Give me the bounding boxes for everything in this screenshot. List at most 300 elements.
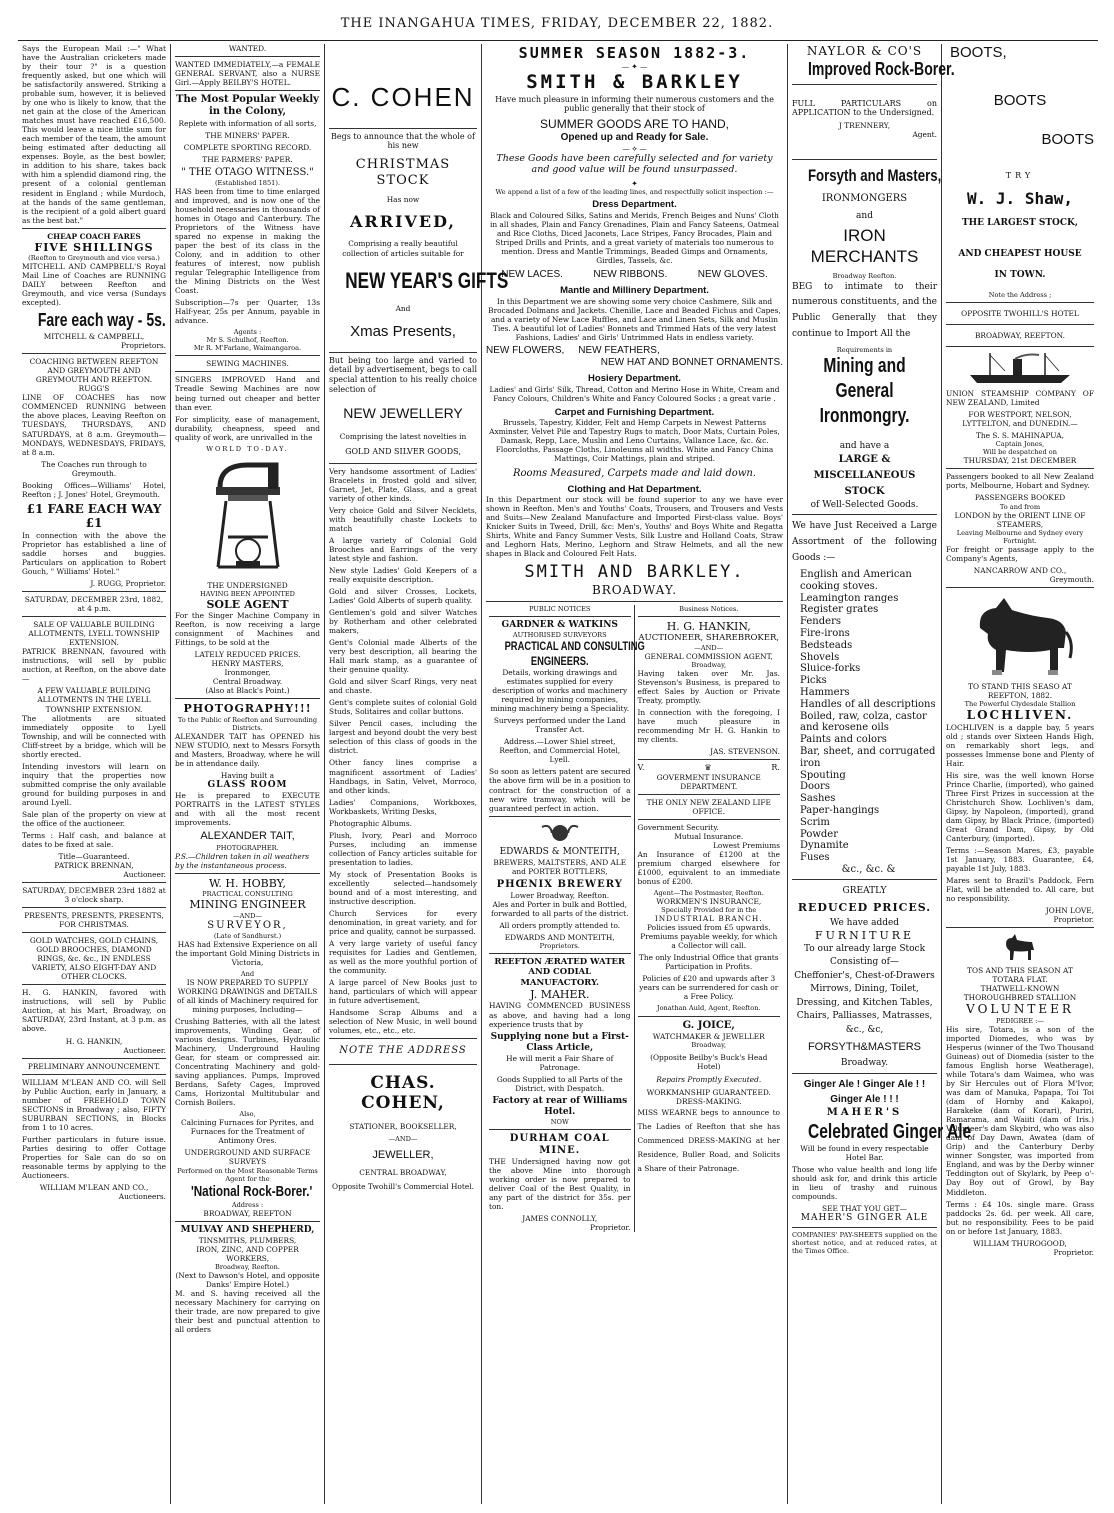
jewellery-item: Gentlemen's gold and silver Watches by Rotherham and other celebrated makers, [329,608,477,636]
jewellery-item: New style Ladies' Gold Keepers of a really exquisite description. [329,565,477,584]
furniture: FURNITURE [814,929,915,943]
lately-reduced: LATELY REDUCED PRICES. [194,650,301,660]
rugg-body: LINE OF COACHES has now COMMENCED RUNNING between the above places, Leaving Reefton on TUESDAYS, THURSDAYS, AND SATURDAYS, at 8 a.m. Greymouth— MONDAYS, WEDNESDAYS, FRIDAYS, at 8 a.m. [22,393,166,457]
totara-flat: TOTARA FLAT. [992,975,1048,985]
rugg-fare: £1 FARE EACH WAY £1 [26,501,162,531]
hosiery-dept: Hosiery Department. [588,373,681,385]
five-shillings: FIVE SHILLINGS [34,240,154,254]
xmas-presents: Xmas Presents, [350,323,456,341]
mulvay-address: Broadway, Reefton. [215,1262,280,1271]
gardner-address: Address.—Lower Shiel street, Reefton, and Commercial Hotel, Lyell. [499,737,621,765]
pedigree: PEDIGREE :— [996,1016,1044,1025]
engineers: ENGINEERS. [530,653,589,668]
presents-heading: PRESENTS, PRESENTS, PRESENTS, FOR CHRISTMAS. [24,911,164,930]
tos-season: TOS AND THIS SEASON AT [967,966,1073,976]
sale-heading: SALE OF VALUABLE BUILDING ALLOTMENTS, LYELL TOWNSHIP EXTENSION. [28,620,160,648]
well-selected: of Well-Selected Goods. [810,499,919,510]
list-item: Hammers [800,687,850,699]
workmens: WORKMEN'S INSURANCE, [656,897,762,907]
surveys: Surveys performed under the Land Transfer Act. [493,716,626,735]
column-4 [482,44,787,1504]
list-item: Paints and colors [800,734,887,746]
clothing-dept: Clothing and Hat Department. [567,483,702,495]
sewing-heading: SEWING MACHINES. [206,359,289,369]
nancarrow-place: Greymouth. [1049,574,1094,584]
leaving: Leaving Melbourne and Sydney every Fortnight. [956,528,1084,545]
list-item: Picks [800,675,827,687]
central-broadway: Central Broadway. [212,677,283,687]
arrived: ARRIVED, [350,211,456,231]
hobby-prepared: IS NOW PREPARED TO SUPPLY WORKING DRAWINGS and DETAILS of all kinds of Machinery required for mining purposes, Including— [177,977,318,1014]
central-broadway: CENTRAL BROADWAY, [359,1168,447,1178]
reduced-prices: REDUCED PRICES. [797,900,932,914]
maher-body: HAVING COMMENCED BUSINESS as above, and having had a long experience trusts that by [489,1001,631,1029]
photo-to: To the Public of Reefton and Surrounding Districts. [177,715,318,732]
jewellery-item: Gold and silver Crosses, Lockets, Ladies' Gold Alberts of superb quality. [329,586,477,605]
hankin-role: Auctioneer. [123,1045,166,1055]
list-item: Boiled, raw, colza, castor and kerosene oils [800,710,927,734]
boots-3: BOOTS [1041,130,1094,148]
industrial: INDUSTRIAL BRANCH. [654,914,763,924]
rooms-measured: Rooms Measured, Carpets made and laid down. [512,467,757,479]
london-orient: LONDON by the ORIENT LINE OF STEAMERS, [954,510,1086,529]
public-notices-label: PUBLIC NOTICES [529,604,591,613]
despatched: Will be despatched on [983,448,1057,457]
durham-coal: DURHAM COAL MINE. [509,1132,610,1156]
volunteer: VOLUNTEER [966,1002,1074,1017]
horse-icon [1000,932,1040,962]
having-built: Having built a [220,771,275,781]
brennan-title: Title—Guaranteed. [58,851,130,861]
hobby-body: HAS had Extensive Experience on all the important Gold Mining Districts in Victoria, [175,939,320,967]
list-item: Bedsteads [800,639,853,651]
security: Government Security. [637,822,719,832]
auctioneer-sharebroker: AUCTIONEER, SHAREBROKER, [638,633,780,644]
thursday: THURSDAY, 21st DECEMBER [963,456,1077,466]
govt-insurance: GOVERMENT INSURANCE DEPARTMENT. [656,772,761,791]
passengers: Passengers booked to all New Zealand ports, Melbourne, Hobart and Sydney. [946,472,1094,491]
list-item: &c., &c. & [841,863,896,875]
trennery: J TRENNERY, [838,121,891,131]
public-notices [486,604,645,1233]
list-item: Shovels [800,651,840,663]
so-soon: So soon as letters patent are secured the above firm will be in a position to contract for the construction of a new wire tramway, which will be guaranteed perfect in action. [489,767,631,813]
to-our: To our already large Stock Consisting of— [803,943,926,968]
full-particulars: FULL PARTICULARS on APPLICATION to the Undersigned. [792,98,937,118]
but-being: But being too large and varied to detail by advertisement, begs to call special attention to his really choice selection of [329,355,477,394]
chas-cohen: CHAS. COHEN, [361,1072,445,1114]
jewellery-item: Ladies' Companions, Workboxes, Workbaskets, Writing Desks, [329,797,477,816]
see-that: SEE THAT YOU GET— [822,1204,907,1214]
jewellery-item: Gent's Colonial made Alberts of the very best description, all bearing the Hall mark stamp, as a guarantee of their genuine quality. [329,638,477,675]
agent-entry: Mr R. M'Farlane, Waimangaroa. [193,344,302,353]
has-now: Has now [386,194,420,204]
hankin-body: H. G. HANKIN, favored with instructions, will sell by Public Auction, at his Mart, Broadway, on SATURDAY, 23rd Instant, at 3 p.m. as above. [22,988,166,1034]
jewellery-item: My stock of Presentation Books is excellently selected—handsomely bound and of a most interesting, and instructive description. [329,869,477,906]
to-stand: TO STAND THIS SEASO AT [968,681,1072,691]
fare-each-way: Fare each way - 5s. [37,310,166,331]
weekly-sub: Replete with information of all sorts, [178,118,317,128]
in-town: IN TOWN. [994,270,1046,281]
requirements: Requirements in [836,345,893,354]
clydesdale-horse-illustration [960,592,1080,678]
append: We append a list of a few of the leading lines, and respectfully solicit inspection :— [495,188,774,197]
opposite-twohill: Opposite Twohill's Commercial Hotel. [332,1181,474,1191]
try: TRY [1005,170,1035,180]
column-1 [18,44,170,1504]
note-address: NOTE THE ADDRESS [339,1045,467,1057]
and-separator: —AND— [388,1135,418,1144]
notices-split [486,605,783,1232]
sporting-record: COMPLETE SPORTING RECORD. [183,142,312,152]
brennan-role: Auctioneer. [123,870,166,880]
mulvay-name: MULVAY AND SHEPHERD, [180,1224,315,1235]
jeweller: JEWELLER, [372,1149,434,1162]
agents-label: Agents : [233,328,262,337]
boots-1: BOOTS, [950,44,1007,61]
iron-zinc: IRON, ZINC, AND COPPER WORKERS, [196,1244,299,1263]
volunteer-body: His sire, Totara, is a son of the imported Diomedes, who was by Hesperus (winner of the Two Thousand Guineas) out of Diomedia (sister to the famous English horse Weatherage), while Totara's dam Waimea, who was by Sir Hercules out of Flora M'Ivor, was dam of Manuka, Papapa, Toi Toi (dam of Hornby and Kakapo), Harakeke (dam of Korari), Puriri, Ramarama, and Waiiti (dam of Iris.) Volunteer's dam Skybird, who was also dam of Day Dawn, Awatea (dam of Grip) and the Canterbury Derby winner Songster, was imported from England, and was by the Derby winner Teddington out of Skylark, by Peep o'-Day Boy out of Growl, by Bay Middleton. [946,1024,1094,1197]
lochliven: LOCHLIVEN. [966,707,1074,722]
broadway-reefton: BROADWAY, REEFTON. [974,331,1066,341]
mutual: Mutual Insurance. [674,831,744,841]
otago-witness: " THE OTAGO WITNESS." [181,166,314,178]
business-notices-label: Business Notices. [679,604,739,613]
jewellery-item: Other fancy lines comprise a magnificent assortment of Ladies' Handbags, in Satin, Velvet, Morroco, and other kinds. [329,758,477,795]
rugg-through: The Coaches run through to Greymouth. [41,459,147,478]
business-notices [635,605,784,1232]
hobby-crushing: Crushing Batteries, with all the latest improvements, Winding Gear, of various designs. Turbines, Hydraulic Machinery, Underground Hauling Gear, for steam or compressed air. Concentrating Machinery and gold-saving appliances. Pumps, Improved Berdans, Safety Cages, Improved Cams, Horizontal Multitubular and Cornish Boilers. [175,1017,320,1108]
and-separator: —AND— [232,911,262,920]
summer-goods: SUMMER GOODS ARE TO HAND, [540,117,729,131]
column-2 [171,44,324,1504]
rugg-name: RUGG'S [78,384,110,394]
next-dawson: (Next to Dawson's Hotel, and opposite Danks' Empire Hotel.) [175,1271,320,1290]
opp-beilby: (Opposite Beilby's Buck's Head Hotel) [650,1052,768,1071]
have-much: Have much pleasure in informing their numerous customers and the public generally that their stock of [495,94,774,114]
list-item: English and American cooking stoves. [800,569,912,592]
iron-merchants: IRON MERCHANTS [810,226,919,266]
jewellery-item: Handsome Scrap Albums and a selection of New Music, in well bound volumes, etc., etc., etc. [329,1008,477,1036]
hobby-sub: PRACTICAL CONSULTING [202,890,293,899]
list-item: Fuses [800,852,830,864]
brennan-paragraph: Terms : Half cash, and balance at dates to be fixed at sale. [22,830,166,849]
trennery-role: Agent. [912,130,937,140]
glass-room: GLASS ROOM [207,780,288,791]
shaw: W. J. Shaw, [967,188,1073,208]
hankin-body: Having taken over Mr. Jas. Stevenson's Business, is prepared to effect Sales by Auction or Private Treaty, promptly. [637,668,780,705]
coach-signature: MITCHELL & CAMPBELL, [43,332,145,342]
jewellery-item: Photographic Albums. [329,818,412,828]
christmas-stock: CHRISTMAS STOCK [355,157,451,189]
stevenson: JAS. STEVENSON. [710,746,780,756]
list-item: Sashes [800,793,836,805]
list-item: Fire-irons [800,628,850,640]
large-stock: LARGE & MISCELLANEOUS STOCK [813,453,916,497]
ironmongers: IRONMONGERS [821,192,908,204]
naylor: NAYLOR & CO'S [806,44,923,58]
mlean-paragraph: Further particulars in future issue. Parties desiring to offer Cottage Properties for Sale can do so on reasonable terms by applying to the Auctioneers. [22,1134,166,1180]
ales: Ales and Porter in bulk and Bottled, forwarded to all parts of the district. [491,899,629,918]
coach-fares-heading: CHEAP COACH FARES [47,231,141,241]
jewellery-item: Very handsome assortment of Ladies' Bracelets in frosted gold and silver, Garnet, Jet, Plate, Glass, and a great variety of other kinds. [329,466,477,503]
pay-sheets: COMPANIES' PAY-SHEETS supplied on the shortest notice, and at reduced rates, at the Times Office. [792,1231,937,1256]
tinsmiths: TINSMITHS, PLUMBERS, [198,1235,297,1245]
hosiery-body: Ladies' and Girls' Silk, Thread, Cotton and Merino Hose in White, Cream and Fancy Colours, Children's White and Fancy Coloured Socks ; a great varie . [489,384,780,403]
repairs: Repairs Promptly Executed. [656,1074,762,1084]
list-item: Paper-hangings [800,805,880,816]
connolly: JAMES CONNOLLY, [522,1214,598,1224]
list-item: Register grates [800,604,879,616]
passengers-booked: PASSENGERS BOOKED [974,493,1066,503]
new-jewellery: NEW JEWELLERY [343,404,463,421]
rugg-connection: In connection with the above the Proprietor has established a line of saddle horses and buggies. Particulars on application to Robert Gouch, " Williams' Hotel." [22,530,166,577]
cricket-article: Says the European Mail :—" What have the Australian cricketers made by their tour ?" is a question frequently asked, but one which will be satisfactorily answered. Striking a probable sum, however, it is believed by one who is likely to know, that the net gain at the close of the American matches must have reached £16,500. This would leave a nice little sum for each member of the team, the amount being estimated after deducting all expenses. Boyle, as the best bowler, in addition to his share, takes back with him a splendid diamond ring, the present of a colonial gentleman resident in England ; while Murdoch, at the hands of the same gentleman, is the recipient of a gold albert guard as the best bat." [22,44,166,225]
policies: Policies issued from £5 upwards. Premiums payable weekly, for which a Collector will call. [640,923,778,951]
tait-body: ALEXANDER TAIT has OPENED his NEW STUDIO, next to Messrs Forsyth and Masters, Broadway, where he will be in attendance daily. [175,731,320,768]
tait-paragraph: He is prepared to EXECUTE PORTRAITS in the LATEST STYLES and with all the most recent improvements. [175,791,320,828]
clothing-body: In this Department our stock will be found superior to any we have ever shown in Reefton. Men's and Youths' Coats, Trousers, and Trousers and Vests and Suits—New Zealand Manufacture and Imported First-class value. Boys' Knicker Suits in Tweed, Drill, &c: Men's, Youths' and Boys White and Regatta Shirts, White and Fancy Summer Vests, Silk Lustre and Holland Coats, Straw and Leghorn Hats, Merino, Leghorn and Straw Helmets, and all the new shapes in Black and Coloured Felt Hats. [486,495,783,559]
new-years-gifts: NEW YEAR'S GIFTS [345,267,509,293]
black-point: (Also at Black's Point.) [205,686,290,696]
ornament: — ✦ — [621,62,648,72]
crown-icon: ♛ [704,763,712,773]
jewellery-item: Very choice Gold and Silver Necklets, with beautifully chaste Lockets to match [329,505,477,533]
captain: Captain Jones, [995,440,1045,449]
jewellery-item: Gent's complete suites of colonial Gold Studs, Solitaires and collar buttons. [329,698,477,717]
established: (Established 1851). [214,178,281,187]
thatwell: THATWELL-KNOWN THOROUGHBRED STALLION [963,984,1077,1003]
these-goods: These Goods have been carefully selected and for variety and good value will be found unsurpassed. [496,152,773,176]
mulvay-body: M. and S. having received all the necessary Machinery for carrying on their trade, are now prepared to give their best and punctual attention to all orders [175,1289,320,1335]
new-gloves: NEW GLOVES. [697,268,768,280]
aerated-water: REEFTON ÆRATED WATER AND CODIAL MANUFACTORY. [494,957,626,988]
agent-postmaster: Agent—The Postmaster, Reefton. [653,889,764,898]
column-6 [942,44,1098,1504]
broadway: BROADWAY. [591,583,678,598]
agent-for: Agent for the [225,1174,270,1183]
lochliven-terms: Terms :—Season Mares, £3, payable 1st January, 1883. Guarantee, £4, payable 1st July, 1883. [946,845,1094,873]
forsyth-masters-footer: FORSYTH&MASTERS [807,1041,922,1054]
mahinapua: The S. S. MAHINAPUA, [975,431,1064,441]
surveyor: SURVEYOR, [207,919,288,931]
nancarrow: NANCARROW AND CO., [973,565,1067,575]
rugg-signature: J. RUGG, Proprietor. [90,579,166,589]
list-item: Powder [800,828,839,840]
hankin-broadway: Broadway, [691,660,727,669]
specially: Specially Provided for in the [661,906,757,915]
largest-stock: THE LARGEST STOCK, [961,218,1078,229]
sole-agent: SOLE AGENT [206,597,289,611]
westport: FOR WESTPORT, NELSON, LYTTELTON, and DUNEDIN.— [962,410,1078,429]
maher-ginger: MAHER'S GINGER ALE [800,1213,929,1224]
lace-row [486,269,783,281]
edwards-signature: EDWARDS AND MONTEITH, [504,932,615,942]
list-item: Scrim [800,816,830,828]
sewing-machine-illustration [198,457,298,577]
phoenix-brewery: PHŒNIX BREWERY [496,878,623,890]
and-label: and [856,211,873,222]
to-and-from: To and from [999,502,1041,511]
list-item: Sluice-forks [800,663,861,675]
gardner-name: GARDNER & WATKINS [501,619,618,630]
carpet-body: Brussels, Tapestry, Kidder, Felt and Hemp Carpets in Newest Patterns Axminster, Velvet Pile and Tapestry Rugs to match, Door Mats, Curtain Poles, Damask, Repp, Lace, Muslin and Leno Curtains, Vallance Lace, &c. &c. Floorcloths, Passage Cloths, Linoleums all widths. White and Fancy China Mattings, Coir Mattings, plain and striped. [489,418,780,464]
brennan-signature: PATRICK BRENNAN, [54,861,134,871]
watches-list: GOLD WATCHES, GOLD CHAINS, GOLD BROOCHES, DIAMOND RINGS, &c. &c., IN ENDLESS VARIETY, ALSO EIGHT-DAY AND OTHER CLOCKS. [29,936,159,982]
mlean-role: Auctioneers. [118,1191,166,1201]
lower-broadway: Lower Broadway, Reefton. [510,890,610,900]
hankin-signature: H. G. HANKIN, [65,1036,123,1046]
john-love-role: Proprietor. [1053,915,1094,925]
henry-masters: HENRY MASTERS, [211,659,284,669]
cheapest-house: AND CHEAPEST HOUSE [958,249,1082,260]
only-life: THE ONLY NEW ZEALAND LIFE OFFICE. [646,797,771,816]
forsyth-masters: Forsyth and Masters, [807,166,942,186]
comprising-latest: Comprising the latest novelties in [339,431,467,441]
jewellery-item: Church Services for every denomination, in great variety, and for price and quality, cannot be surpassed. [329,908,477,936]
jewellery-item: A very large variety of useful fancy requisites for Ladies and Gentlemen, as well as the more youthful portion of the community. [329,939,477,976]
list-item: Bar, sheet, and corrugated iron [800,746,936,769]
agent-entry: Mr S. Schulhof, Reefton. [206,336,289,345]
workmanship: WORKMANSHIP GUARANTEED. [646,1087,771,1097]
also-label: Also, [239,1110,256,1119]
freight: For freight or passage apply to the Company's Agents, [946,544,1094,563]
national-rock-borer: 'National Rock-Borer.' [190,1182,313,1200]
joice-name: G. JOICE, [682,1019,735,1031]
mahers: MAHER'S [826,1107,903,1119]
powerful: The Powerful Clydesdale Stallion [964,699,1076,708]
new-ribbons: NEW RIBBONS. [593,268,668,280]
maher-name: J. MAHER. [530,988,590,1002]
forsyth-broadway: Broadway. [840,1058,889,1069]
joice-broadway: Broadway, [691,1040,727,1049]
hobby-calcining: Calcining Furnaces for Pyrites, and Furnaces for the Treatment of Antimony Ores. [181,1118,314,1146]
hobby-name: W. H. HOBBY, [209,876,286,890]
mantle-dept: Mantle and Millinery Department. [560,285,709,297]
stationer: STATIONER, BOOKSELLER, [349,1122,457,1131]
column-3 [325,44,509,1504]
thurogood: WILLIAM THUROGOOD, [973,1238,1067,1248]
list-item: Handles of all descriptions [800,698,936,710]
underground-surveys: UNDERGROUND AND SURFACE SURVEYS [184,1148,311,1167]
brennan-paragraph: Sale plan of the property on view at the office of the auctioneer. [22,809,166,828]
farmers-paper: THE FARMERS' PAPER. [202,154,293,164]
improved-rock-borer: Improved Rock-Borer. [807,58,955,79]
new-laces: NEW LACES. [501,268,563,280]
ornament: ✦ [631,179,638,188]
coat-of-arms-icon [540,821,580,843]
celebrated-ginger-ale: Celebrated Ginger Ale [807,1120,972,1143]
opposite-twohill: OPPOSITE TWOHILL'S HOTEL [961,309,1079,319]
hankin-paragraph: In connection with the foregoing, I have much pleasure in recommending Mr H. G. Hankin to my clients. [637,707,780,744]
have-a: and have a [839,440,890,451]
address-label: Address : [231,1200,264,1209]
forsyth-address: Broadway Reefton. [832,271,897,280]
singer-paragraph: For simplicity, ease of management, durability, cheapness, speed and quality of work, are unrivalled in the [175,414,320,442]
sale-date-2: SATURDAY, DECEMBER 23rd 1882 at 3 o'clock sharp. [22,886,166,905]
smith-barkley-footer: SMITH AND BARKLEY. [524,562,745,583]
we-added: We have added [829,918,900,929]
those-value: Those who value health and long life should ask for, and drink this article in lieu of trashy and ruinous compounds. [792,1165,937,1202]
beg-intimate: BEG to intimate to their numerous constituents, and the Public Generally that they continue to Import All the [792,281,937,339]
rugg-booking: Booking Offices—Williams' Hotel, Reefton ; J. Jones' Hotel, Greymouth. [22,480,166,499]
john-love: JOHN LOVE, [1045,906,1094,916]
children-note: P.S.—Children taken in all weathers by the instantaneous process. [175,851,310,870]
v-letter: V. [637,763,645,773]
list-item: Spouting [800,769,846,781]
reefton-year: REEFTON, 1882. [987,690,1053,700]
jewellery-item: Gold and silver Scarf Rings, very neat and chaste. [329,677,477,696]
boots-2: BOOTS [993,92,1047,110]
jewellery-item: A large variety of Colonial Gold Brooches and Earrings of the very latest style and fashion. [329,535,477,563]
all-orders: All orders promptly attended to. [499,920,621,930]
coach-signature-role: Proprietors. [120,341,166,351]
and-label: And [240,969,255,978]
tait-name: ALEXANDER TAIT, [200,830,295,843]
undersigned: THE UNDERSIGNED [207,580,288,590]
cohen-title: C. COHEN [331,82,475,112]
factory: Factory at rear of Williams Hotel. [492,1095,628,1117]
thurogood-role: Proprietor. [1053,1247,1094,1257]
ginger-ale: Ginger Ale ! Ginger Ale ! ! Ginger Ale ! ! ! [803,1079,926,1106]
edwards-role: Proprietors. [539,941,580,950]
lochliven-body: LOCHLIVEN is a dapple bay, 5 years old ; stands over Sixteen Hands High, on remarkably short legs, and possesses Immense bone and Plenty of Hair. [946,722,1094,768]
chiffonier: Cheffonier's, Chest-of-Drawers Mirrows, Dining, Toilet, Dressing, and Kitchen Tables, Chairs, Palliasses, Matrasses, &c., &c, [794,970,935,1035]
comprising: Comprising a really beautiful collection of articles suitable for [342,239,464,258]
vr-row [638,763,781,773]
new-feathers: NEW FEATHERS, [578,344,660,356]
late-sandhurst: (Late of Sandhurst.) [213,931,282,940]
photography-heading: PHOTOGRAPHY!!! [183,702,312,716]
smith-barkley-title: SMITH & BARKLEY [526,71,743,94]
auld: Jonathan Auld, Agent, Reefton. [656,1004,761,1013]
dress-dept: Dress Department. [592,199,677,211]
only-industrial: The only Industrial Office that grants Participation in Profits. [638,953,779,972]
mining-engineer: MINING ENGINEER [189,898,306,912]
mining-ironmongry: Mining and General Ironmongry. [819,354,910,427]
appointed: HAVING BEEN APPOINTED [200,589,295,598]
brennan-allotments: A FEW VALUABLE BUILDING ALLOTMENTS IN THE LYELL TOWNSHIP EXTENSION. [37,686,151,714]
jewellery-item: Plush, Ivory, Pearl and Morroco Purses, including an immense collection of Fancy articles suitable for presentation to ladies. [329,830,477,867]
hankin-name: H. G. HANKIN, [666,619,751,633]
singer-body: SINGERS IMPROVED Hand and Treadle Sewing Machines are now being turned out cheaper and better than ever. [175,375,320,412]
miners-paper: THE MINERS' PAPER. [205,130,290,140]
dressmaking: DRESS-MAKING. [676,1096,742,1106]
sale-date: SATURDAY, DECEMBER 23rd, 1882, at 4 p.m. [24,595,164,614]
opened: Opened up and Ready for Sale. [560,131,709,143]
lochliven-mares: Mares sent to Brazil's Paddock, Fern Flat, will be attended to. All care, but no responsibility. [946,876,1094,904]
brewers: BREWERS, MALTSTERS, AND ALE and PORTER BOTTLERS, [493,857,627,876]
jewellery-item: A large parcel of New Books just to hand, particulars of which will appear in future advertisement, [329,978,477,1006]
insurance-body: An Insurance of £1200 at the premium charged elsewhere for £1000, equivalent to an immediate bonus of £200. [637,849,780,887]
lowest: Lowest Premiums [713,840,780,850]
list-item: Leamington ranges [800,592,899,604]
and-label: And [395,304,411,314]
r-letter: R. [771,763,780,773]
now-label: NOW [550,1117,569,1126]
durham-body: THE Undersigned having now got the above Mine into thorough working order is now prepared to deliver Coal of the Best Quality, in any part of the district for 35s. per ton. [489,1156,631,1212]
coach-body: MITCHELL AND CAMPBELL'S Royal Mail Line of Coaches are RUNNING DAILY between Reefton and Greymouth, and vice versa (Sundays excepted). [22,262,166,308]
mlean-body: WILLIAM M'LEAN AND CO. will Sell by Public Auction, early in January, a number of FREEHOLD TOWN SECTIONS in Broadway ; also, FIFTY SUBURBAN SECTIONS, in Blocks from 1 to 10 acres. [22,1077,166,1132]
hobby-address: BROADWAY, REEFTON [203,1208,292,1218]
brennan-body: PATRICK BRENNAN, favoured with instructions, will sell by public auction, at Reefton, on the above date— [22,647,166,684]
practical-consulting: PRACTICAL AND CONSULTING [504,638,645,653]
cohen-begs: Begs to announce that the whole of his new [331,131,475,151]
dress-body: Black and Coloured Silks, Satins and Merids, French Beiges and Nuns' Cloth in all shades, Plain and Fancy Grenadines, Plain and Fancy Sateens, Oatmeal and Rice Cloths, Diced Jaconets, Lace Stripes, Fancy Brocades, Plain and Striped Drills and Prints, and a great variety of materials too numerous to mention. Dress and Mantle Trimmings, Beaded Gimps and Ornaments, Girdles, Tassels, &c. [489,210,780,265]
commission-agent: GENERAL COMMISSION AGENT, [644,651,773,661]
connolly-role: Proprietor. [590,1223,631,1233]
volunteer-terms: Terms : £4 10s. single mare. Grass paddocks 2s. 6d. per week. All care, but no responsibility. Fees to be paid on or before 1st January, 1883. [946,1199,1094,1236]
